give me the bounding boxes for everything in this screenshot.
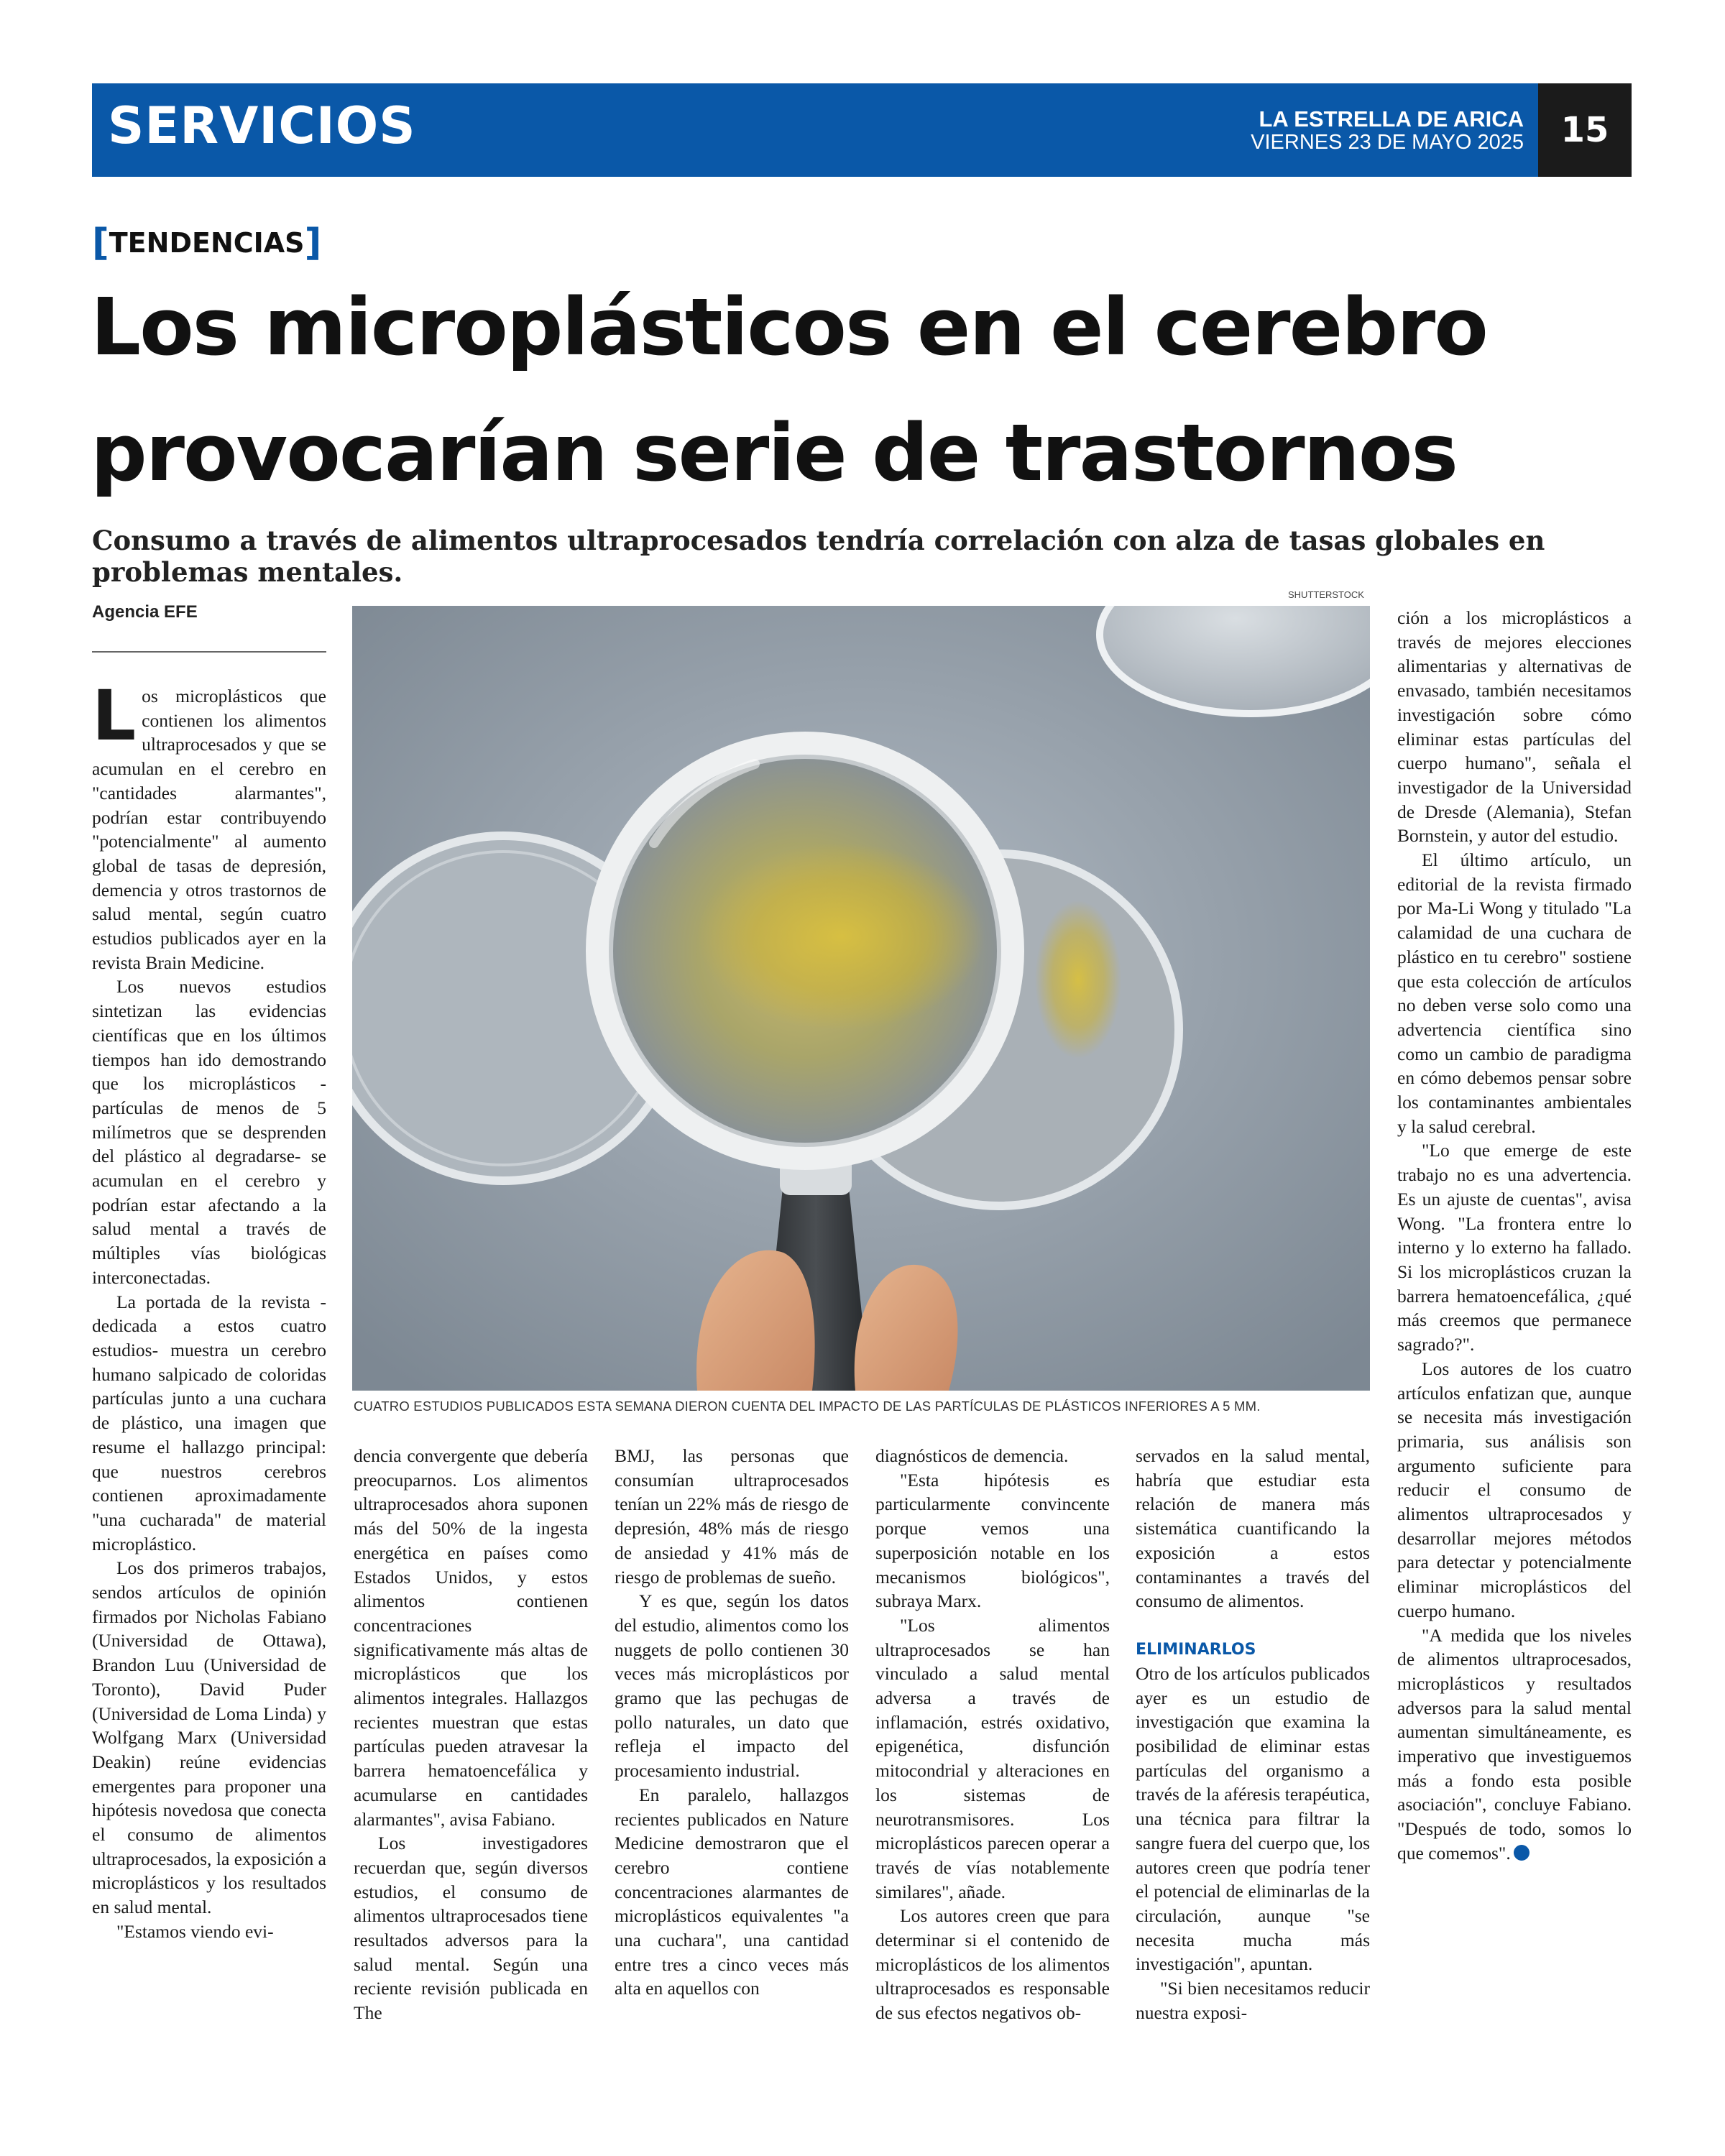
issue-date: VIERNES 23 DE MAYO 2025 xyxy=(1251,131,1524,154)
headline-line-1: Los microplásticos en el cerebro xyxy=(91,281,1487,373)
lead-paragraph xyxy=(92,676,326,975)
closing-text: "A medida que los niveles de alimentos ultraprocesados, microplásticos y resultados adversos para la salud mental aumentan simultáneamente, es imperativo que investiguemos más a fondo esta posible asociación", concluye Fabiano. "Después de todo, somos lo que comemos". xyxy=(1397,1624,1632,1864)
headline-line-2: provocarían serie de trastornos xyxy=(91,407,1457,499)
article-column-3 xyxy=(615,1444,849,2001)
article-column-2 xyxy=(354,1444,588,2025)
byline-divider xyxy=(92,651,326,653)
paragraph: La portada de la revista -dedicada a estos cuatro estudios- muestra un cerebro humano salpicado de coloridas partículas junto a una cuchara de plástico, una imagen que resume el hallazgo principal: que nuestros cerebros contienen aproximadamente "una cucharada" de material microplástico. xyxy=(92,1291,326,1554)
magnifier-over-petri-dish-illustration xyxy=(352,606,1370,1391)
kicker-bracket-close: ] xyxy=(304,221,322,264)
paragraph: "Los alimentos ultraprocesados se han vinculado a salud mental adversa a través de inflamación, estrés oxidativo, epigenética, disfunción mitocondrial y alteraciones en los sistemas de neurotransmisores. Los microplásticos parecen operar a través de vías notablemente similares", añade. xyxy=(875,1614,1110,1902)
article-column-4 xyxy=(875,1444,1110,2025)
article-column-6 xyxy=(1397,606,1632,1866)
paragraph: Los nuevos estudios sintetizan las evidencias científicas que en los últimos tiempos han ido demostrando que los microplásticos -partículas de menos de 5 milímetros que se desprenden del plástico al degradarse- se acumulan en el cerebro y podrían estar afectando a la salud mental a través de múltiples vías biológicas interconectadas. xyxy=(92,976,326,1288)
end-of-article-icon xyxy=(1514,1845,1530,1861)
article-byline: Agencia EFE xyxy=(92,602,198,622)
article-column-1 xyxy=(92,676,326,1944)
paragraph: BMJ, las personas que consumían ultraprocesados tenían un 22% más de riesgo de depresión, 48% más de riesgo de ansiedad y 41% más de riesgo de problemas de sueño. xyxy=(615,1445,849,1588)
paragraph: Los autores de los cuatro artículos enfatizan que, aunque se necesita más investigación primaria, sus análisis son argumento suficiente para reducir el consumo de alimentos ultraprocesados y desarrollar mejores métodos para detectar y potencialmente eliminar microplásticos del cuerpo humano. xyxy=(1397,1358,1632,1621)
article-kicker xyxy=(92,221,321,264)
page-number: 15 xyxy=(1538,83,1632,177)
kicker-bracket-open: [ xyxy=(92,221,109,264)
paragraph: diagnósticos de demencia. xyxy=(875,1445,1069,1466)
paragraph: "Lo que emerge de este trabajo no es una advertencia. Es un ajuste de cuentas", avisa Wong. "La frontera entre lo interno y lo externo ha fallado. Si los microplásticos cruzan la barrera hematoencefálica, ¿qué más creemos que permanece sagrado?". xyxy=(1397,1140,1632,1355)
paragraph: "Estamos viendo evi- xyxy=(116,1920,274,1942)
closing-paragraph xyxy=(1397,1623,1632,1866)
paragraph: dencia convergente que debería preocuparnos. Los alimentos ultraprocesados ahora suponen más del 50% de la ingesta energética en países como Estados Unidos, y estos alimentos contienen concentraciones significativamente más altas de microplásticos que los alimentos integrales. Hallazgos recientes muestran que estas partículas pueden atravesar la barrera hematoencefálica y acumularse en cantidades alarmantes", avisa Fabiano. xyxy=(354,1445,588,1830)
newspaper-masthead xyxy=(1251,108,1524,154)
paragraph: Los dos primeros trabajos, sendos artículos de opinión firmados por Nicholas Fabiano (Universidad de Ottawa), Brandon Luu (Universidad de Toronto), David Puder (Universidad de Loma Linda) y Wolfgang Marx (Universidad Deakin) reúne evidencias emergentes para proponer una hipótesis novedosa que conecta el consumo de alimentos ultraprocesados, la exposición a microplásticos y los resultados en salud mental. xyxy=(92,1557,326,1918)
article-headline xyxy=(91,264,1636,516)
paragraph: En paralelo, hallazgos recientes publicados en Nature Medicine demostraron que el cerebro contiene concentraciones alarmantes de microplásticos equivalentes "a una cuchara", una cantidad entre tres a cinco veces más alta en aquellos con xyxy=(615,1784,849,1999)
drop-cap: L xyxy=(92,676,137,756)
paragraph: ción a los microplásticos a través de mejores elecciones alimentarias y alternativas de envasado, también necesitamos investigación sobre cómo eliminar estas partículas del cuerpo humano", señala el investigador de la Universidad de Dresde (Alemania), Stefan Bornstein, y autor del estudio. xyxy=(1397,607,1632,847)
paragraph: servados en la salud mental, habría que estudiar esta relación de manera más sistemática cuantificando la exposición a estos contaminantes a través del consumo de alimentos. xyxy=(1136,1445,1370,1612)
paragraph: Los investigadores recuerdan que, según diversos estudios, el consumo de alimentos ultraprocesados tiene resultados adversos para la salud mental. Según una reciente revisión publicada en The xyxy=(354,1833,588,2024)
paragraph: "Esta hipótesis es particularmente convincente porque vemos una superposición notable en los mecanismos biológicos", subraya Marx. xyxy=(875,1469,1110,1612)
paragraph: Los autores creen que para determinar si el contenido de microplásticos de los alimentos ultraprocesados es responsable de sus efectos negativos ob- xyxy=(875,1905,1110,2024)
photo-credit: SHUTTERSTOCK xyxy=(1288,589,1364,600)
section-name: SERVICIOS xyxy=(108,96,416,155)
paragraph: Y es que, según los datos del estudio, alimentos como los nuggets de pollo contienen 30 veces más microplásticos por gramo que las pechugas de pollo naturales, un dato que refleja el impacto del procesamiento industrial. xyxy=(615,1590,849,1782)
paragraph: "Si bien necesitamos reducir nuestra exposi- xyxy=(1136,1978,1370,2023)
paragraph: El último artículo, un editorial de la revista firmado por Ma-Li Wong y titulado "La calamidad de una cuchara de plástico en tu cerebro" sostiene que esta colección de artículos no deben verse solo como una advertencia científica sino como un cambio de paradigma en cómo debemos pensar sobre los contaminantes ambientales y la salud cerebral. xyxy=(1397,849,1632,1137)
lead-text: os microplásticos que contienen los alimentos ultraprocesados y que se acumulan en el cerebro en "cantidades alarmantes", podrían estar contribuyendo "potencialmente" al aumento global de tasas de depresión, demencia y otros trastornos de salud mental, según cuatro estudios publicados ayer en la revista Brain Medicine. xyxy=(92,686,326,973)
article-photo xyxy=(352,606,1370,1391)
kicker-label: TENDENCIAS xyxy=(109,227,305,259)
newspaper-name: LA ESTRELLA DE ARICA xyxy=(1259,106,1524,132)
article-column-5 xyxy=(1136,1444,1370,2024)
photo-caption: CUATRO ESTUDIOS PUBLICADOS ESTA SEMANA DIERON CUENTA DEL IMPACTO DE LAS PARTÍCULAS DE PLÁSTICOS INFERIORES A 5 MM. xyxy=(354,1399,1261,1414)
paragraph: Otro de los artículos publicados ayer es un estudio de investigación que examina la posibilidad de eliminar estas partículas del organismo a través de la aféresis terapéutica, una técnica para filtrar la sangre fuera del cuerpo que, los autores creen que podría tener el potencial de eliminarlas de la circulación, aunque "se necesita mucha más investigación", apuntan. xyxy=(1136,1662,1370,1975)
section-subhead: ELIMINARLOS xyxy=(1136,1640,1256,1659)
section-header-bar xyxy=(92,83,1632,177)
article-deck: Consumo a través de alimentos ultraprocesados tendría correlación con alza de tasas globales en problemas mentales. xyxy=(92,525,1545,588)
